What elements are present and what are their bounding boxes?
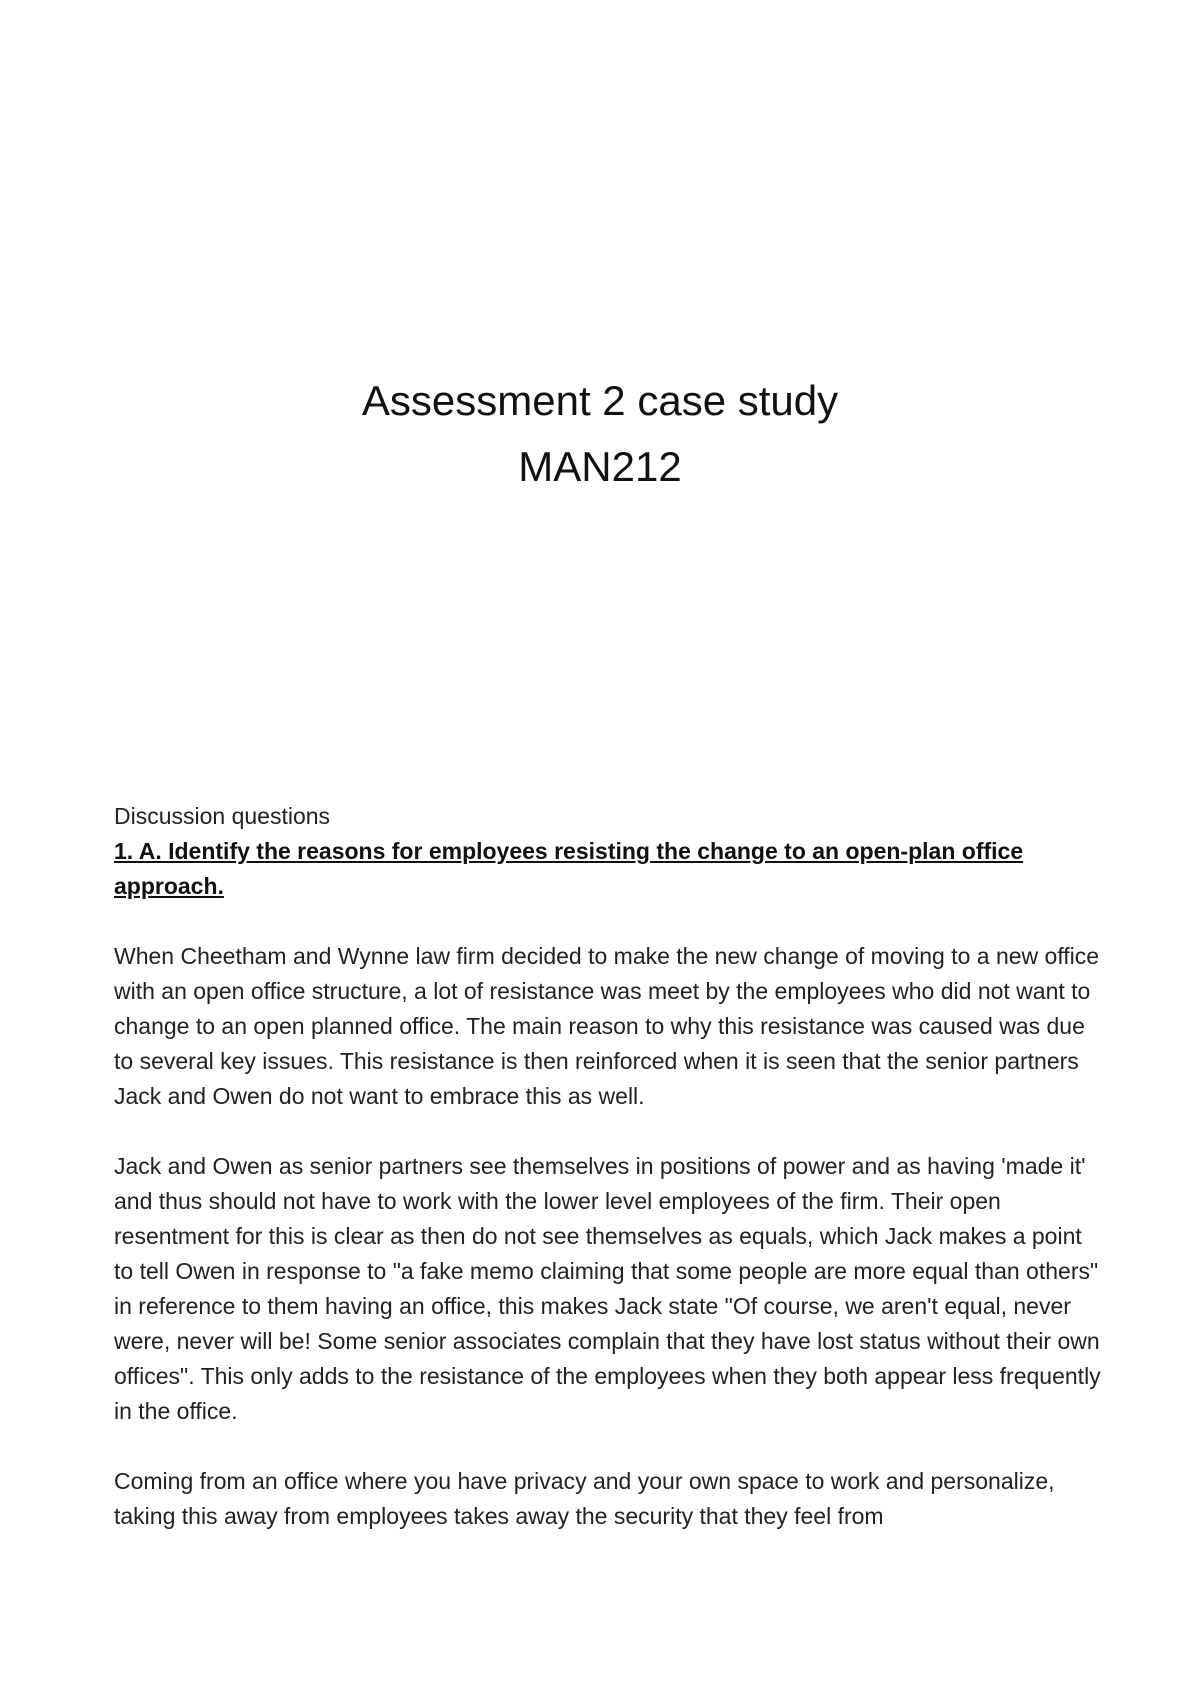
question-heading: 1. A. Identify the reasons for employees resisting the change to an open-plan office approach. [114, 838, 1024, 899]
body-paragraph-2: Jack and Owen as senior partners see themselves in positions of power and as having 'made it' and thus should not have to work with the lower level employees of the firm. Their open resentment for this is clear as then do not see themselves as equals, which Jack makes a point to tell Owen in response to "a fake memo claiming that some people are more equal than others" in reference to them having an office, this makes Jack state "Of course, we aren't equal, never were, never will be! Some senior associates complain that they have lost status without their own offices". This only adds to the resistance of the employees when they both appear less frequently in the office. [114, 1153, 1101, 1424]
body-paragraph-1: When Cheetham and Wynne law firm decided to make the new change of moving to a new office with an open office structure, a lot of resistance was meet by the employees who did not want to change to an open planned office. The main reason to why this resistance was caused was due to several key issues. This resistance is then reinforced when it is seen that the senior partners Jack and Owen do not want to embrace this as well. [114, 943, 1100, 1109]
body-paragraph-3: Coming from an office where you have privacy and your own space to work and personalize, taking this away from employees takes away the security that they feel from [114, 1468, 1055, 1529]
course-code: MAN212 [518, 443, 682, 490]
document-body [114, 799, 1104, 1534]
title-block [0, 368, 1200, 500]
document-title: Assessment 2 case study [361, 377, 839, 424]
section-label: Discussion questions [114, 803, 331, 829]
